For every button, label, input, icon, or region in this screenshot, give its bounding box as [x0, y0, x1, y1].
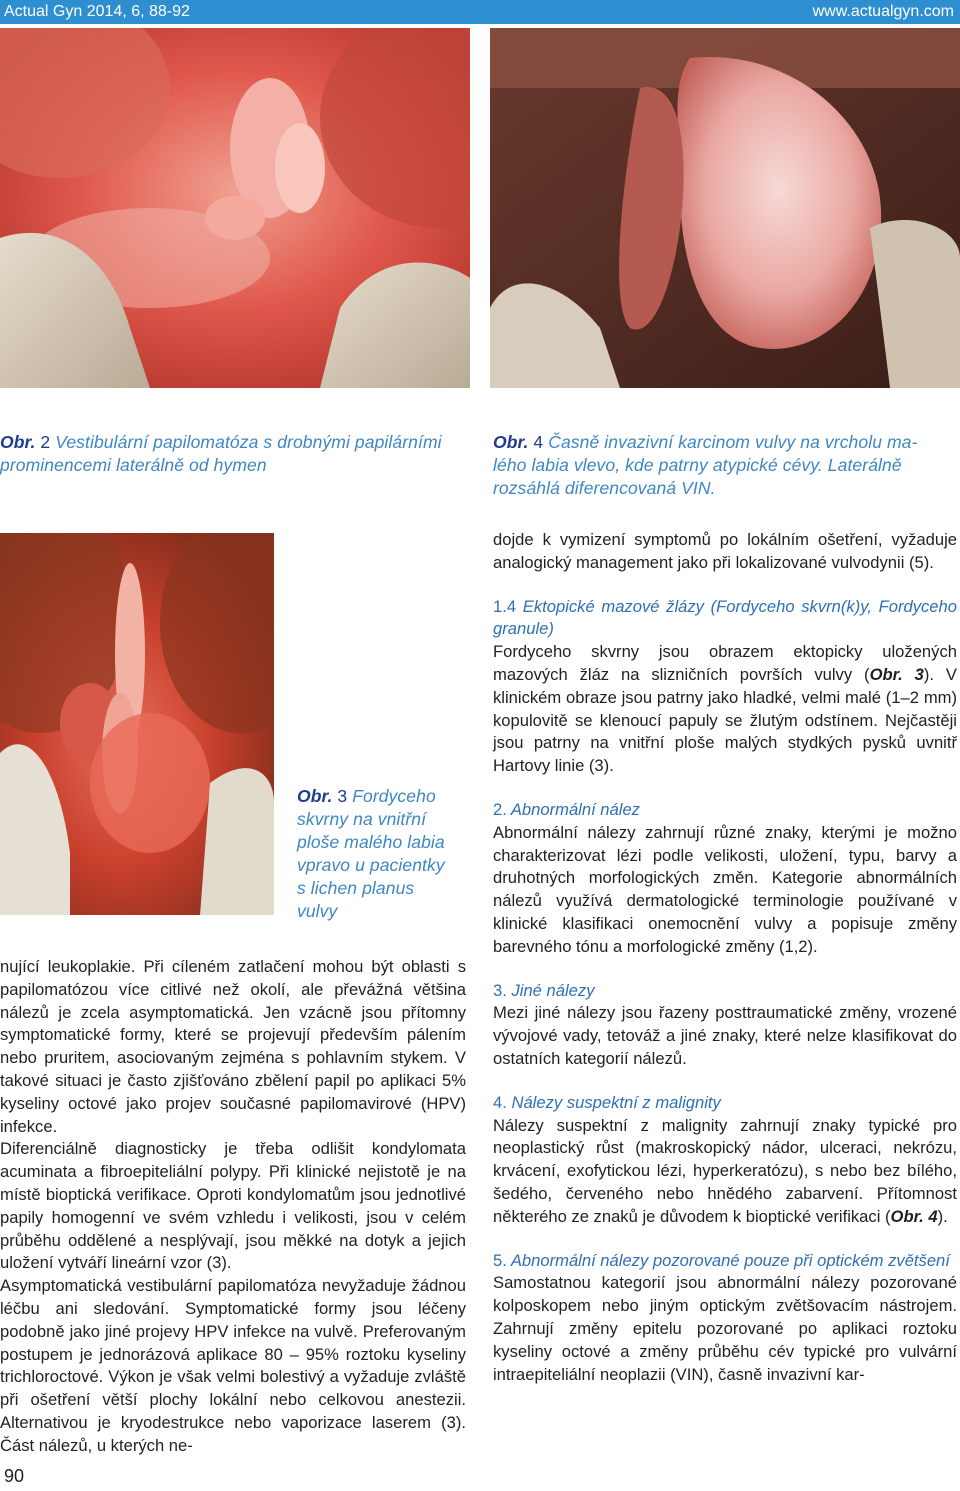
page-number: 90: [4, 1466, 25, 1486]
body-paragraph: Fordyceho skvrny jsou obrazem ektopicky uložených mazových žláz na slizničních površích vulvy (Obr. 3). V klinickém obraze jsou patrny jako hladké, velmi malé (1–2 mm) kopulovitě se klenoucí papuly se žlutým odstínem. Nejčastěji jsou patrny na vnitřní ploše malých stydkých pysků uvnitř Hartovy linie (3).: [493, 642, 957, 776]
figure-3-caption-line: vpravo u pacientky: [297, 855, 445, 875]
figure-4-number: 4: [533, 432, 544, 452]
figure-4-caption: [493, 431, 960, 500]
figure-2-photo: [0, 28, 470, 388]
right-column-text: [493, 529, 957, 1386]
section-title: Ektopické mazové žlázy (Fordyceho skvrn(k)y, Fordyceho granule): [493, 596, 957, 639]
figure-reference: Obr. 4: [890, 1206, 938, 1226]
figure-4-caption-line: Časně invazivní karcinom vulvy na vrcholu ma-: [548, 432, 918, 452]
section-heading: [493, 980, 957, 1003]
section-title: Jiné nálezy: [511, 980, 595, 1000]
figure-3-caption-line: s lichen planus: [297, 878, 415, 898]
figure-2-number: 2: [40, 432, 51, 452]
figure-4-caption-line: lého labia vlevo, kde patrny atypické cévy. Laterálně: [493, 455, 902, 475]
section-number: 2.: [493, 799, 507, 819]
figure-4-caption-line: rozsáhlá diferencovaná VIN.: [493, 478, 716, 498]
figure-2-caption: [0, 431, 470, 477]
section-heading: [493, 799, 957, 822]
section-heading: [493, 1250, 957, 1273]
figure-3-caption-line: ploše malého labia: [297, 832, 445, 852]
journal-header: [0, 0, 960, 24]
body-paragraph: Mezi jiné nálezy jsou řazeny posttraumatické změny, vrozené vývojové vady, tetováž a jiné znaky, které nelze klasifikovat do ostatních kategorií nálezů.: [493, 1003, 957, 1068]
figure-2-caption-line: prominencemi laterálně od hymen: [0, 455, 267, 475]
section-title: Nálezy suspektní z malignity: [511, 1092, 721, 1112]
figure-4-label: Obr.: [493, 432, 529, 452]
section-title: Abnormální nález: [510, 799, 640, 819]
figure-2-label: Obr.: [0, 432, 36, 452]
body-paragraph: Nálezy suspektní z malignity zahrnují znaky typické pro neoplastický růst (makroskopický nádor, ulceraci, nekrózu, krvácení, exofytickou lézi, hyperkeratózu), s nebo bez bílého, šedého, červeného nebo hnědého zabarvení. Přítomnost některého ze znaků je důvodem k bioptické verifikaci (Obr. 4).: [493, 1115, 957, 1226]
section-number: 3.: [493, 980, 507, 1000]
body-paragraph: Samostatnou kategorií jsou abnormální nálezy pozorované kolposkopem nebo jiným optickým zvětšovacím nástrojem. Zahrnují změny epitelu pozorované po aplikaci roztoku kyseliny octové a změny průběhu cév typické pro vulvární intraepiteliální neoplazii (VIN), časně invazivní kar-: [493, 1273, 957, 1384]
body-paragraph: nující leukoplakie. Při cíleném zatlačení mohou být oblasti s papilomatózou více citlivé než okolí, ale převážná většina nálezů je zcela asymptomatická. Jen vzácně jsou přítomny symptomatické formy, které se projevují především pálením nebo pruritem, asociovaným zejména s pohlavním stykem. V takové situaci je často zjišťováno zbělení papil po aplikaci 5% kyseliny octové jako projev současné papilomavirové (HPV) infekce.: [0, 957, 466, 1136]
left-column-text: [0, 956, 466, 1458]
figure-3-photo: [0, 533, 274, 915]
figure-2-caption-line: Vestibulární papilomatóza s drobnými papilárními: [55, 432, 442, 452]
figure-reference: Obr. 3: [869, 664, 924, 684]
journal-citation: Actual Gyn 2014, 6, 88-92: [4, 3, 190, 20]
section-number: 5.: [493, 1250, 507, 1270]
section-heading: [493, 1092, 957, 1115]
body-paragraph: Asymptomatická vestibulární papilomatóza nevyžaduje žádnou léčbu ani sledování. Symptomatické formy jsou léčeny podobně jako jiné projevy HPV infekce na vulvě. Preferovaným postupem je jednorázová aplikace 80 – 95% roztoku kyseliny trichloroctové. Výkon je však velmi bolestivý a vyžaduje zvláště při ošetření větší plochy lokální nebo celkovou anestezii. Alternativou je kryodestrukce nebo vaporizace laserem (3). Část nálezů, u kterých ne-: [0, 1276, 466, 1455]
figure-3-caption-line: skvrny na vnitřní: [297, 809, 427, 829]
section-number: 4.: [493, 1092, 507, 1112]
body-paragraph: Diferenciálně diagnosticky je třeba odlišit kondylomata acuminata a fibroepiteliální polypy. Při klinické nejistotě je na místě bioptická verifikace. Oproti kondylomatům jsou jednotlivé papily homogenní ve svém vzhledu i velikosti, jsou v celém průběhu oddělené a nesplývají, jsou měkké na dotyk a jejich uložení vytváří lineární vzor (3).: [0, 1139, 466, 1273]
figure-3-number: 3: [337, 786, 348, 806]
figure-3-label: Obr.: [297, 786, 333, 806]
section-heading: [493, 596, 957, 642]
figure-3-caption-line: vulvy: [297, 901, 338, 921]
body-paragraph: Abnormální nálezy zahrnují různé znaky, kterými je možno charakterizovat lézi podle velikosti, uložení, typu, barvy a druhotných morfologických změn. Kategorie abnormálních nálezů využívá dermatologické terminologie používané v klinické klasifikaci onemocnění vulvy a popisuje změny barevného tónu a morfologické změny (1,2).: [493, 822, 957, 956]
body-paragraph: dojde k vymizení symptomů po lokálním ošetření, vyžaduje analogický management jako při lokalizované vulvodynii (5).: [493, 530, 957, 572]
figure-3-caption-line: Fordyceho: [352, 786, 436, 806]
journal-url: www.actualgyn.com: [812, 3, 954, 20]
section-title: Abnormální nálezy pozorované pouze při optickém zvětšení: [510, 1250, 950, 1270]
section-number: 1.4: [493, 596, 517, 616]
figure-4-photo: [490, 28, 960, 388]
figure-3-caption: [297, 785, 472, 923]
